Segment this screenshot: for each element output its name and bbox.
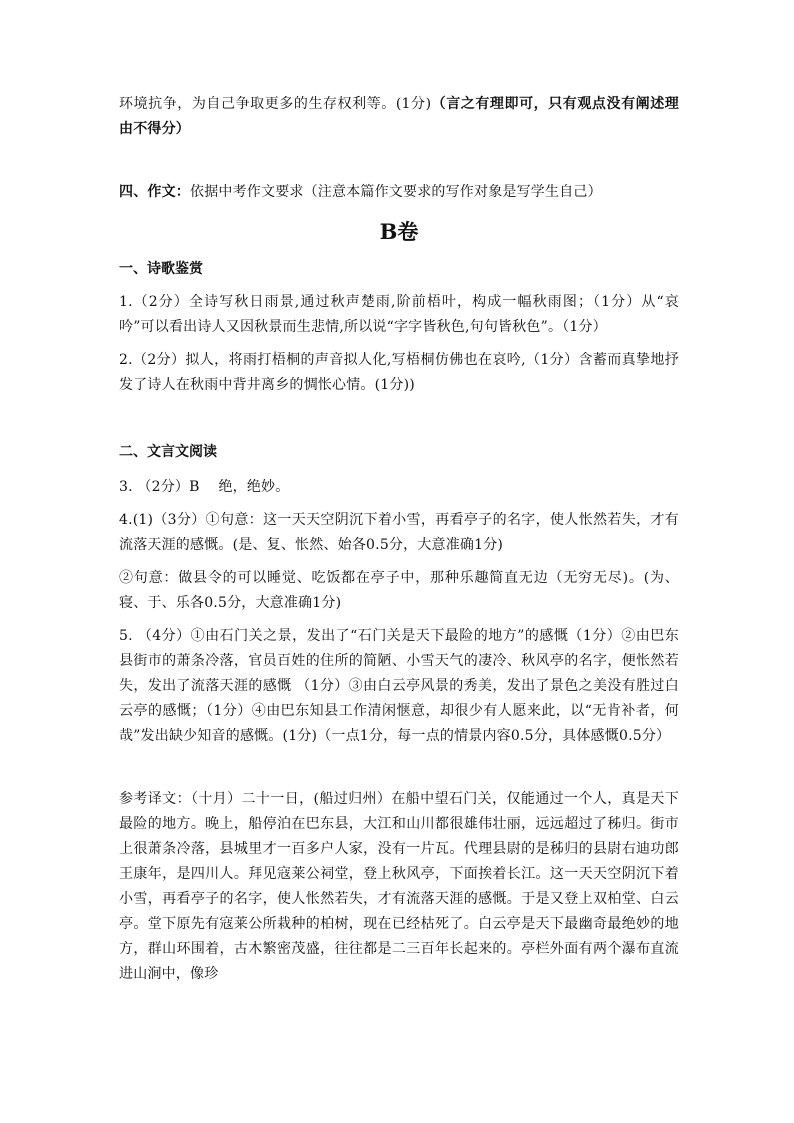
poetry-answer-2: 2.（2分）拟人，将雨打梧桐的声音拟人化,写梧桐仿佛也在哀吟,（1分）含蓄而真挚地抒发了诗人在秋雨中背井离乡的惆怅心情。(1分)) — [119, 352, 679, 393]
reference-translation: 参考译文：（十月）二十一日，(船过归州）在船中望石门关，仅能通过一个人，真是天下最险的地方。晚上，船停泊在巴东县，大江和山川都很雄伟壮丽，远远超过了秭归。街市上很萧条冷落，县城里才一百多户人家，没有一片瓦。代理县尉的是秭归的县尉右迪功郎王康年，是四川人。拜见寇莱公祠堂，登上秋风亭，下面挨着长江。这一天天空阴沉下着小雪，再看亭子的名字，使人怅然若失，才有流落天涯的感慨。于是又登上双柏堂、白云亭。堂下原先有寇莱公所栽种的柏树，现在已经枯死了。白云亭是天下最幽奇最绝妙的地方，群山环围着，古木繁密茂盛，往往都是二三百年长起来的。亭栏外面有两个瀑布直流进山涧中，像珍 — [119, 791, 679, 982]
classical-heading: 二、文言文阅读 — [119, 444, 217, 460]
classical-answer-4-2: ②句意：做县令的可以睡觉、吃饭都在亭子中，那种乐趣简直无边（无穷无尽)。(为、寝、于、乐各0.5分，大意准确1分) — [119, 570, 679, 611]
classical-answer-3: 3. （2分）B 绝，绝妙。 — [119, 479, 290, 495]
essay-section — [119, 180, 679, 205]
answer-continuation — [119, 92, 679, 142]
poetry-answer-1: 1.（2分）全诗写秋日雨景,通过秋声楚雨,阶前梧叶，构成一幅秋雨图；（1分）从“哀吟”可以看出诗人又因秋景而生悲情,所以说“字字皆秋色,句句皆秋色”。（1分） — [119, 294, 679, 335]
volume-title: B卷 — [379, 219, 419, 244]
essay-heading: 四、作文： — [119, 184, 190, 200]
poetry-heading: 一、诗歌鉴赏 — [119, 261, 203, 277]
classical-answer-5: 5. （4分）①由石门关之景，发出了“石门关是天下最险的地方”的感慨（1分）②由巴东县街市的萧条冷落，官员百姓的住所的简陋、小雪天气的凄冷、秋风亭的名字，便怅然若失，发出了流落天涯的感慨 （1分）③由白云亭风景的秀美，发出了景色之美没有胜过白云亭的感慨；（1分）④由巴东知县工作清闲惬意，却很少有人愿来此，以“无肯补者，何哉”发出缺少知音的感慨。(1分)（一点1分，每一点的情景内容0.5分，具体感慨0.5分） — [119, 628, 679, 744]
document-page — [119, 92, 679, 987]
answer-text: 环境抗争，为自己争取更多的生存权利等。(1分) — [119, 96, 432, 112]
essay-text: 依据中考作文要求（注意本篇作文要求的写作对象是写学生自己） — [190, 184, 602, 200]
classical-answer-4-1: 4.(1)（3分）①句意：这一天天空阴沉下着小雪，再看亭子的名字，使人怅然若失，才有流落天涯的感慨。(是、复、怅然、始各0.5分，大意准确1分) — [119, 512, 679, 553]
grading-note: （言之有理即可，只有观点没有阐述理由不得分） — [119, 96, 679, 137]
